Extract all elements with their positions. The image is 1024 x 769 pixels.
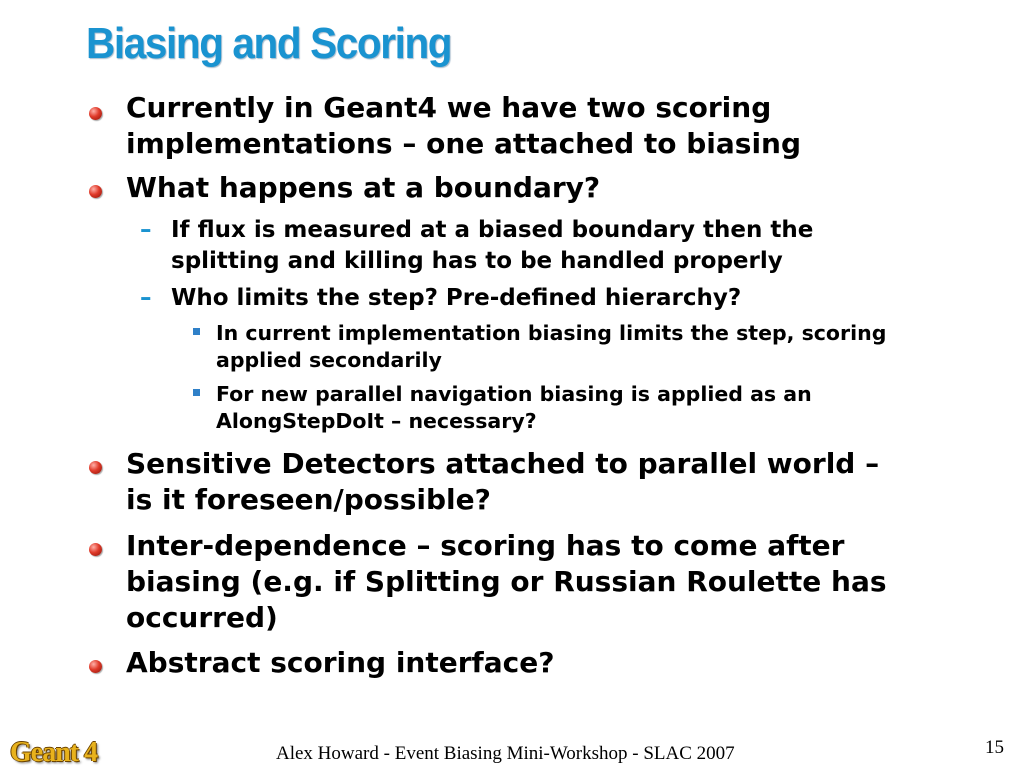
sub-bullet-2-1 [171,215,941,277]
sub-bullet-2-1-line-1: If flux is measured at a biased boundary then the [171,217,814,243]
bullet-3-line-2: is it foreseen/possible? [126,483,491,516]
sub-sub-bullet-2-2-1 [216,320,946,374]
square-bullet-icon [193,389,200,396]
bullet-ball-icon [89,543,102,556]
geant4-logo: Geant 4 [10,737,98,768]
bullet-ball-icon [89,185,102,198]
bullet-4-line-2: biasing (e.g. if Splitting or Russian Roulette has [126,565,887,598]
bullet-1-line-2: implementations – one attached to biasing [126,127,802,160]
bullet-4-line-1: Inter-dependence – scoring has to come after [126,529,845,562]
page-number: 15 [985,737,1004,758]
sub-sub-bullet-2-2-2-line-2: AlongStepDoIt – necessary? [216,409,537,433]
sub-sub-bullet-2-2-1-line-2: applied secondarily [216,348,442,372]
bullet-1-line-1: Currently in Geant4 we have two scoring [126,91,772,124]
bullet-ball-icon [89,660,102,673]
bullet-4-line-3: occurred) [126,601,278,634]
bullet-3 [126,446,956,518]
dash-bullet-icon: – [140,217,152,243]
bullet-1 [126,90,956,162]
bullet-ball-icon [89,107,102,120]
bullet-5-line-1: Abstract scoring interface? [126,646,555,679]
sub-sub-bullet-2-2-2-line-1: For new parallel navigation biasing is applied as an [216,382,812,406]
bullet-3-line-1: Sensitive Detectors attached to parallel world – [126,447,880,480]
sub-bullet-2-2 [171,283,941,314]
bullet-4 [126,528,956,636]
square-bullet-icon [193,328,200,335]
sub-bullet-2-1-line-2: splitting and killing has to be handled properly [171,248,783,274]
sub-sub-bullet-2-2-2 [216,381,946,435]
bullet-2-line-1: What happens at a boundary? [126,171,601,204]
slide-title: Biasing and Scoring [86,19,452,68]
bullet-5 [126,645,956,681]
sub-sub-bullet-2-2-1-line-1: In current implementation biasing limits the step, scoring [216,321,887,345]
sub-bullet-2-2-line-1: Who limits the step? Pre-defined hierarchy? [171,285,742,311]
slide-footer: Alex Howard - Event Biasing Mini-Workshop - SLAC 2007 [276,743,735,764]
dash-bullet-icon: – [140,285,152,311]
bullet-2 [126,170,956,206]
bullet-ball-icon [89,461,102,474]
